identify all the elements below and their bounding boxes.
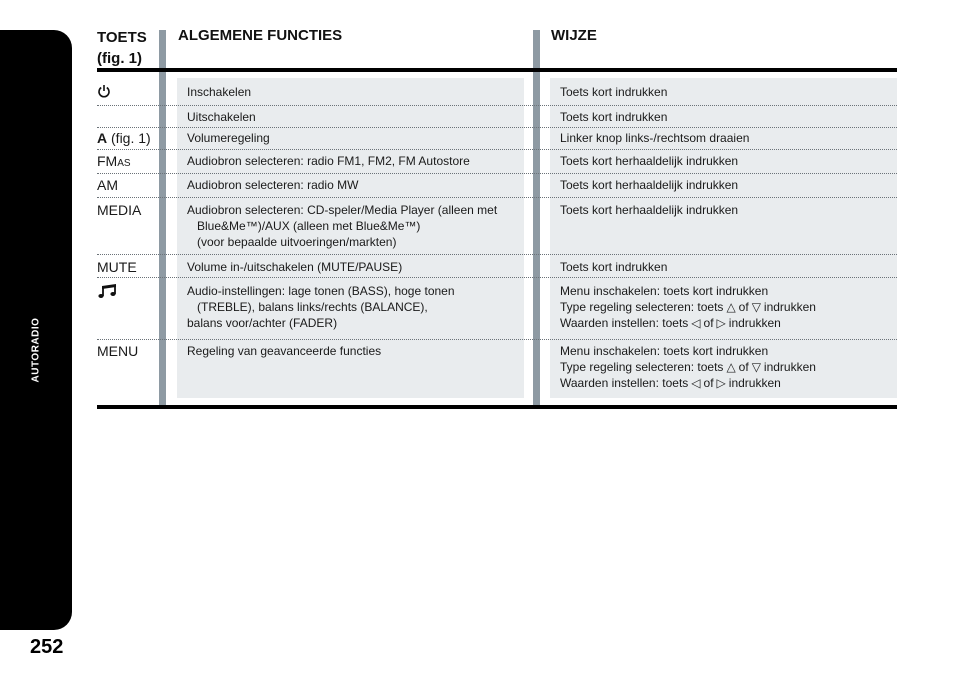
arrow-left-icon: ◁ xyxy=(691,316,701,330)
row-separator xyxy=(97,254,897,255)
column-divider xyxy=(159,30,166,406)
function-cell: Audiobron selecteren: radio MW xyxy=(187,178,359,192)
function-cell: Uitschakelen xyxy=(187,110,256,124)
mode-cell: Menu inschakelen: toets kort indrukken Type regeling selecteren: toets △ of ▽ indrukken Waarden instellen: toets ◁ of ▷ indrukken xyxy=(560,284,816,330)
mode-cell: Toets kort indrukken xyxy=(560,110,668,124)
arrow-down-icon: ▽ xyxy=(751,300,761,314)
mode-cell: Menu inschakelen: toets kort indrukken Type regeling selecteren: toets △ of ▽ indrukken Waarden instellen: toets ◁ of ▷ indrukken xyxy=(560,344,816,390)
key-cell: MEDIA xyxy=(97,202,142,218)
mode-cell: Toets kort indrukken xyxy=(560,260,668,274)
function-cell: Regeling van geavanceerde functies xyxy=(187,344,382,358)
row-separator xyxy=(97,197,897,198)
column-divider xyxy=(533,30,540,406)
arrow-left-icon: ◁ xyxy=(691,376,701,390)
row-separator xyxy=(97,127,897,128)
arrow-down-icon: ▽ xyxy=(751,360,761,374)
side-tab xyxy=(0,30,72,630)
row-separator xyxy=(97,339,897,340)
row-separator xyxy=(97,277,897,278)
page-number: 252 xyxy=(30,636,64,658)
mode-cell: Toets kort indrukken xyxy=(560,85,668,99)
section-label: AUTORADIO xyxy=(30,317,42,383)
header-mode: WIJZE xyxy=(551,27,597,44)
function-cell: Inschakelen xyxy=(187,85,252,99)
function-cell: Audiobron selecteren: CD-speler/Media Player (alleen met Blue&Me™)/AUX (alleen met Blue&Me™) (voor bepaalde uitvoeringen/markten) xyxy=(187,203,498,249)
key-cell xyxy=(97,84,111,101)
key-cell: FMAS xyxy=(97,153,131,169)
mode-cell: Linker knop links-/rechtsom draaien xyxy=(560,131,750,145)
mode-cell: Toets kort herhaaldelijk indrukken xyxy=(560,154,739,168)
table-top-rule xyxy=(97,68,897,72)
row-separator xyxy=(97,149,897,150)
function-cell: Volumeregeling xyxy=(187,131,270,145)
header-functions: ALGEMENE FUNCTIES xyxy=(178,27,343,44)
key-cell: MUTE xyxy=(97,259,137,275)
header-key: TOETS (fig. 1) xyxy=(97,29,147,67)
row-separator xyxy=(97,105,897,106)
function-cell: Volume in-/uitschakelen (MUTE/PAUSE) xyxy=(187,260,403,274)
key-cell: MENU xyxy=(97,343,139,359)
key-cell: AM xyxy=(97,177,118,193)
function-cell: Audiobron selecteren: radio FM1, FM2, FM Autostore xyxy=(187,154,470,168)
arrow-up-icon: △ xyxy=(726,360,736,374)
arrow-up-icon: △ xyxy=(726,300,736,314)
power-icon xyxy=(97,84,111,98)
arrow-right-icon: ▷ xyxy=(716,316,726,330)
key-cell: A (fig. 1) xyxy=(97,130,151,146)
music-note-icon xyxy=(97,283,119,299)
table-bottom-rule xyxy=(97,405,897,409)
mode-cell: Toets kort herhaaldelijk indrukken xyxy=(560,203,739,217)
arrow-right-icon: ▷ xyxy=(716,376,726,390)
mode-cell: Toets kort herhaaldelijk indrukken xyxy=(560,178,739,192)
function-cell: Audio-instellingen: lage tonen (BASS), hoge tonen (TREBLE), balans links/rechts (BALANCE), balans voor/achter (FADER) xyxy=(187,284,455,330)
key-cell xyxy=(97,283,119,302)
row-separator xyxy=(97,173,897,174)
